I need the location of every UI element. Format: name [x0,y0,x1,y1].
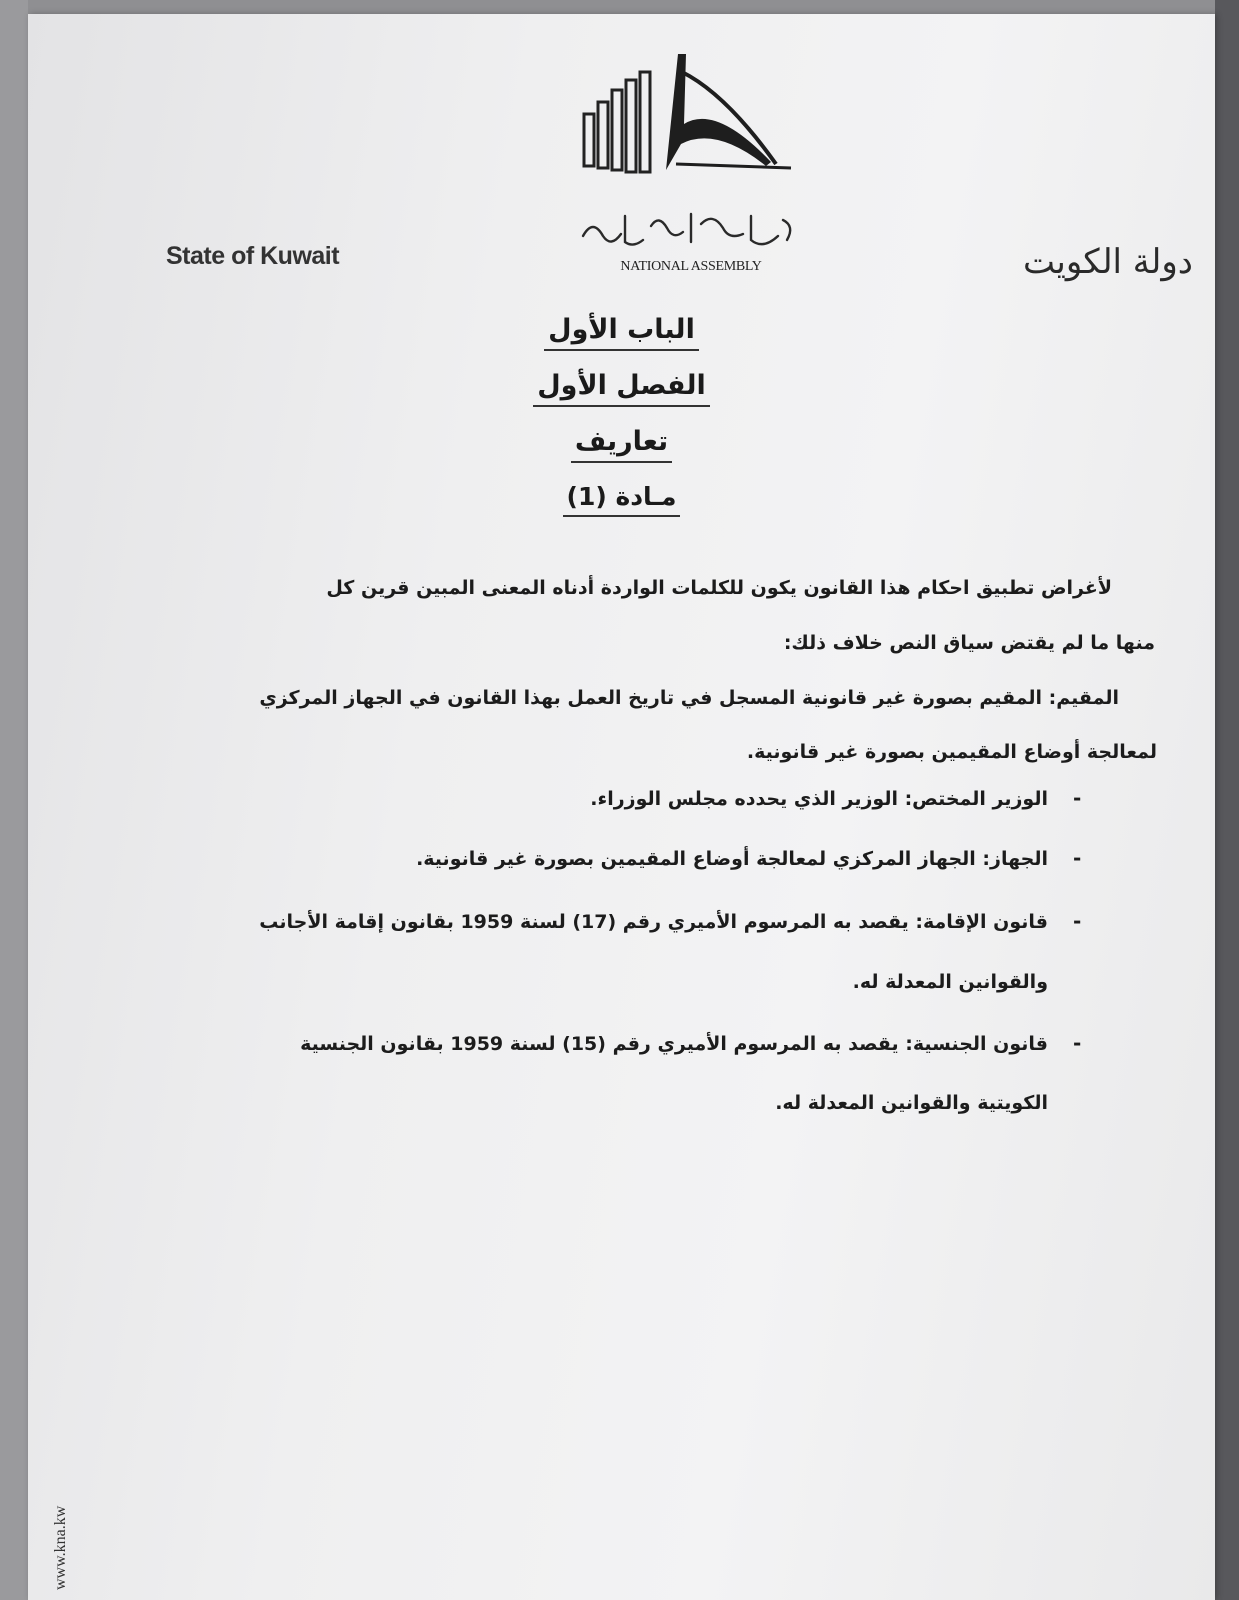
bullet-dash: - [1073,786,1082,810]
list-item-minister: الوزير المختص: الوزير الذي يحدده مجلس الوزراء. [590,788,1048,810]
national-assembly-logo-icon [566,44,806,194]
bullet-dash: - [1073,909,1082,933]
resident-definition-line-2: لمعالجة أوضاع المقيمين بصورة غير قانونية. [746,741,1157,763]
resident-definition-line-1: المقيم: المقيم بصورة غير قانونية المسجل في تاريخ العمل بهذا القانون في الجهاز المركزي [259,687,1119,709]
intro-line-2: منها ما لم يقتض سياق النص خلاف ذلك: [783,632,1155,654]
list-item-residency-law-line-2: والقوانين المعدلة له. [852,971,1048,993]
logo-arabic-wordmark [573,206,803,254]
side-url-text: www.kna.kw [52,1505,69,1590]
photo-background-left [0,0,28,1600]
list-item-residency-law-line-1: قانون الإقامة: يقصد به المرسوم الأميري رقم (17) لسنة 1959 بقانون إقامة الأجانب [259,911,1048,933]
list-item-nationality-law-line-2: الكويتية والقوانين المعدلة له. [775,1092,1048,1114]
bullet-dash: - [1073,1031,1082,1055]
state-of-kuwait-english: State of Kuwait [166,242,340,270]
photo-background-right [1215,0,1239,1600]
article-heading: مـادة (1) [28,482,1215,517]
definitions-heading: تعاريف [28,426,1215,463]
chapter-heading: الفصل الأول [28,370,1215,407]
document-page [28,14,1215,1600]
intro-line-1: لأغراض تطبيق احكام هذا القانون يكون للكلمات الواردة أدناه المعنى المبين قرين كل [326,577,1112,599]
part-heading: الباب الأول [28,314,1215,351]
list-item-nationality-law-line-1: قانون الجنسية: يقصد به المرسوم الأميري رقم (15) لسنة 1959 بقانون الجنسية [300,1033,1048,1055]
state-of-kuwait-arabic: دولة الكويت [1023,242,1193,282]
svg-text:مجلس الأمة: مجلس الأمة [688,252,694,253]
logo-english-text: NATIONAL ASSEMBLY [620,259,762,274]
list-item-agency: الجهاز: الجهاز المركزي لمعالجة أوضاع المقيمين بصورة غير قانونية. [416,848,1048,870]
bullet-dash: - [1073,846,1082,870]
